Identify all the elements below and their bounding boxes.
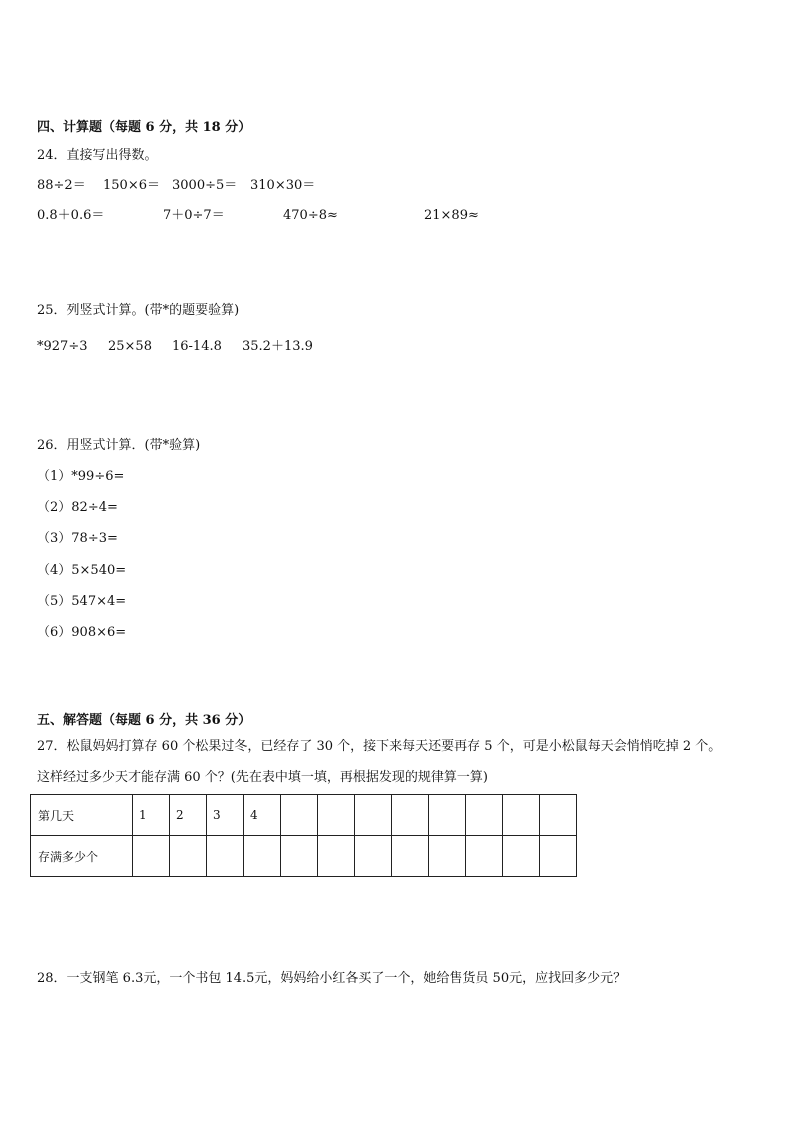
table-cell[interactable]	[503, 795, 540, 836]
question-27-line-1: 27．松鼠妈妈打算存 60 个松果过冬，已经存了 30 个，接下来每天还要再存 5 个，可是小松鼠每天会悄悄吃掉 2 个。	[37, 739, 722, 754]
table-cell[interactable]	[133, 836, 170, 877]
question-24-title: 24．直接写出得数。	[37, 148, 158, 163]
table-cell[interactable]	[540, 795, 577, 836]
table-cell[interactable]	[466, 836, 503, 877]
q24-item-5: 0.8＋0.6＝	[37, 208, 105, 223]
q24-item-1: 88÷2＝	[37, 178, 86, 193]
q26-item-4: （4）5×540=	[37, 563, 127, 578]
q24-item-2: 150×6＝	[103, 178, 160, 193]
table-cell[interactable]	[355, 836, 392, 877]
q26-item-3: （3）78÷3=	[37, 531, 118, 546]
table-row	[31, 836, 577, 877]
row-label-day: 第几天	[31, 795, 133, 836]
table-cell[interactable]	[244, 836, 281, 877]
table-cell[interactable]	[281, 795, 318, 836]
table-cell[interactable]	[355, 795, 392, 836]
row-label-stored: 存满多少个	[31, 836, 133, 877]
table-cell[interactable]	[207, 836, 244, 877]
table-cell[interactable]: 4	[244, 795, 281, 836]
table-cell[interactable]: 1	[133, 795, 170, 836]
table-cell[interactable]	[392, 836, 429, 877]
q24-item-6: 7＋0÷7＝	[163, 208, 225, 223]
table-cell[interactable]: 2	[170, 795, 207, 836]
q24-item-7: 470÷8≈	[283, 208, 338, 223]
table-row	[31, 795, 577, 836]
question-27-line-2: 这样经过多少天才能存满 60 个？(先在表中填一填，再根据发现的规律算一算)	[37, 770, 488, 785]
table-cell[interactable]	[170, 836, 207, 877]
table-cell[interactable]	[429, 836, 466, 877]
table-cell[interactable]	[540, 836, 577, 877]
table-cell[interactable]	[392, 795, 429, 836]
section-4-title: 四、计算题（每题 6 分，共 18 分）	[37, 120, 252, 135]
table-cell[interactable]: 3	[207, 795, 244, 836]
q25-item-3: 16-14.8	[172, 339, 222, 354]
q25-item-4: 35.2＋13.9	[242, 339, 313, 354]
q24-item-4: 310×30＝	[250, 178, 316, 193]
question-28-text: 28．一支钢笔 6.3元，一个书包 14.5元，妈妈给小红各买了一个，她给售货员 50元，应找回多少元？	[37, 971, 627, 986]
question-26-title: 26．用竖式计算．(带*验算)	[37, 438, 201, 453]
q25-item-2: 25×58	[108, 339, 152, 354]
table-cell[interactable]	[429, 795, 466, 836]
q25-item-1: *927÷3	[37, 339, 88, 354]
table-cell[interactable]	[503, 836, 540, 877]
table-cell[interactable]	[281, 836, 318, 877]
q27-fill-table	[30, 794, 577, 877]
section-5-title: 五、解答题（每题 6 分，共 36 分）	[37, 713, 252, 728]
q24-item-8: 21×89≈	[424, 208, 479, 223]
table-cell[interactable]	[318, 795, 355, 836]
q26-item-1: （1）*99÷6=	[37, 469, 125, 484]
question-25-title: 25．列竖式计算。(带*的题要验算)	[37, 303, 240, 318]
q24-item-3: 3000÷5＝	[172, 178, 238, 193]
q26-item-6: （6）908×6=	[37, 625, 127, 640]
q26-item-5: （5）547×4=	[37, 594, 127, 609]
table-cell[interactable]	[318, 836, 355, 877]
table-cell[interactable]	[466, 795, 503, 836]
q26-item-2: （2）82÷4=	[37, 500, 118, 515]
